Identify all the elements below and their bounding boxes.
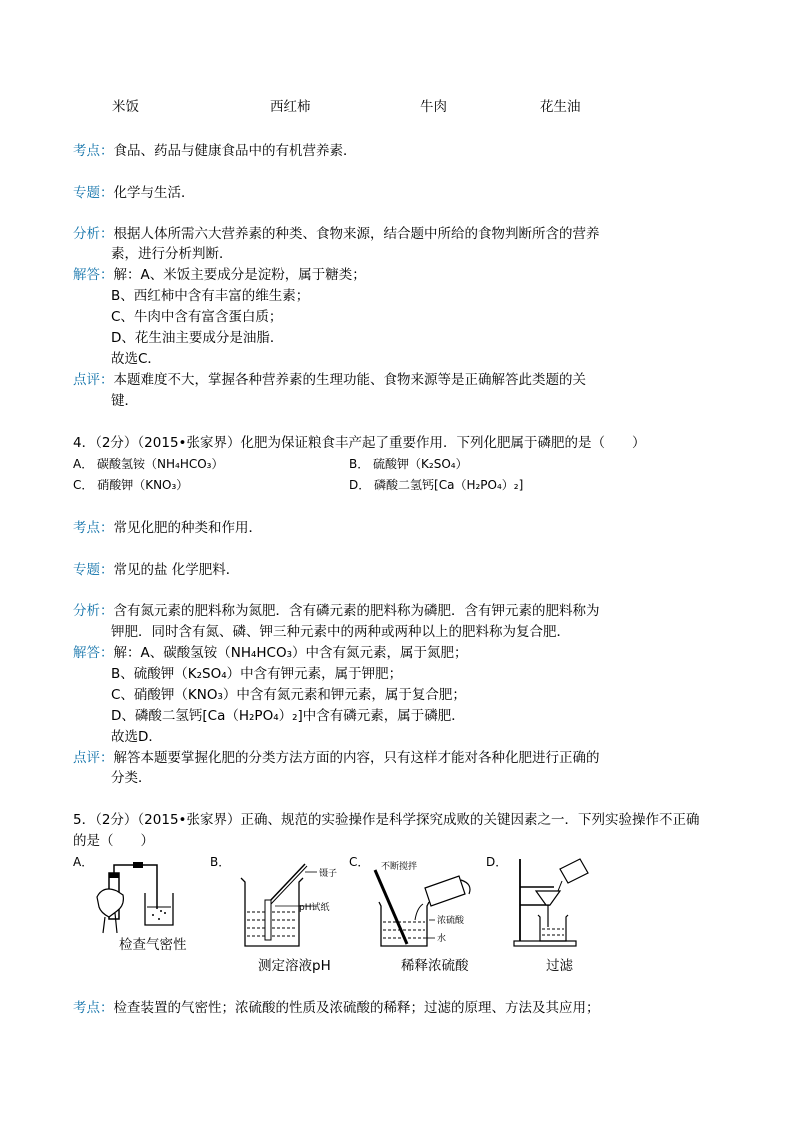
- q3-dianping-line: 键．: [111, 393, 138, 409]
- kaodian-label: 考点：: [73, 1000, 114, 1016]
- q5-option-letter-c: C．: [349, 855, 370, 869]
- jieda-label: 解答：: [73, 645, 114, 661]
- food-label-rice: 米饭: [112, 99, 139, 115]
- q5-stem-line: 的是（ ）: [73, 833, 154, 849]
- q3-dianping-line: 本题难度不大，掌握各种营养素的生理功能、食物来源等是正确解答此类题的关: [113, 372, 586, 388]
- q4-dianping-line: 解答本题要掌握化肥的分类方法方面的内容，只有这样才能对各种化肥进行正确的: [113, 750, 600, 766]
- q4-fenxi-line: 含有氮元素的肥料称为氮肥．含有磷元素的肥料称为磷肥．含有钾元素的肥料称为: [113, 603, 600, 619]
- q3-jieda-line: 故选C．: [111, 351, 161, 367]
- food-label-tomato: 西红柿: [270, 99, 311, 115]
- figure-airtightness: [95, 855, 190, 935]
- q5-option-letter-a: A．: [73, 855, 94, 869]
- q4-jieda-line: 故选D．: [111, 729, 162, 745]
- figure-ph-test: [235, 860, 345, 950]
- q4-option-a: A． 碳酸氢铵（NH₄HCO₃）: [73, 457, 224, 471]
- dianping-label: 点评：: [73, 750, 114, 766]
- kaodian-label: 考点：: [73, 143, 114, 159]
- q3-jieda: [73, 265, 366, 285]
- dianping-label: 点评：: [73, 372, 114, 388]
- zhuanti-label: 专题：: [73, 562, 114, 578]
- q3-dianping: [73, 370, 586, 390]
- q3-kaodian-text: 食品、药品与健康食品中的有机营养素．: [113, 143, 357, 159]
- q4-fenxi-line: 钾肥．同时含有氮、磷、钾三种元素中的两种或两种以上的肥料称为复合肥．: [111, 624, 570, 640]
- label-tweezers: 镊子: [319, 869, 338, 879]
- q3-jieda-line: B、西红柿中含有丰富的维生素；: [111, 288, 310, 304]
- q4-stem: 4．（2分）（2015•张家界）化肥为保证粮食丰产起了重要作用．下列化肥属于磷肥的是（ ）: [73, 435, 646, 451]
- q3-jieda-line: 解：A、米饭主要成分是淀粉，属于糖类；: [113, 267, 366, 283]
- q5-kaodian-text: 检查装置的气密性；浓硫酸的性质及浓硫酸的稀释；过滤的原理、方法及其应用；: [113, 1000, 600, 1016]
- label-ph-paper: pH试纸: [299, 903, 330, 913]
- figure-dilute-acid: [365, 860, 485, 950]
- q4-kaodian-text: 常见化肥的种类和作用．: [113, 520, 262, 536]
- q5-kaodian: [73, 998, 600, 1018]
- q3-fenxi: [73, 224, 600, 244]
- q5-caption-a: 检查气密性: [119, 937, 187, 953]
- kaodian-label: 考点：: [73, 520, 114, 536]
- fenxi-label: 分析：: [73, 603, 114, 619]
- q4-jieda: [73, 643, 468, 663]
- q4-option-d: D． 磷酸二氢钙[Ca（H₂PO₄）₂]: [349, 478, 524, 492]
- q4-zhuanti-text: 常见的盐 化学肥料．: [113, 562, 240, 578]
- figure-filtration: [510, 855, 590, 950]
- q4-jieda-line: D、磷酸二氢钙[Ca（H₂PO₄）₂]中含有磷元素，属于磷肥．: [111, 708, 465, 724]
- q4-jieda-line: C、硝酸钾（KNO₃）中含有氮元素和钾元素，属于复合肥；: [111, 687, 466, 703]
- q5-stem-line: 5．（2分）（2015•张家界）正确、规范的实验操作是科学探究成败的关键因素之一．下列实验操作不正确: [73, 812, 700, 828]
- q5-caption-d: 过滤: [546, 958, 573, 974]
- q3-fenxi-line: 根据人体所需六大营养素的种类、食物来源，结合题中所给的食物判断所含的营养: [113, 226, 600, 242]
- q4-option-c: C． 硝酸钾（KNO₃）: [73, 478, 189, 492]
- q3-fenxi-line: 素，进行分析判断．: [111, 246, 233, 262]
- q5-caption-c: 稀释浓硫酸: [401, 958, 469, 974]
- q4-option-b: B． 硫酸钾（K₂SO₄）: [349, 457, 468, 471]
- q4-jieda-line: 解：A、碳酸氢铵（NH₄HCO₃）中含有氮元素，属于氮肥；: [113, 645, 468, 661]
- q4-jieda-line: B、硫酸钾（K₂SO₄）中含有钾元素，属于钾肥；: [111, 666, 403, 682]
- fenxi-label: 分析：: [73, 226, 114, 242]
- q4-zhuanti: [73, 560, 239, 580]
- q4-dianping: [73, 748, 600, 768]
- jieda-label: 解答：: [73, 267, 114, 283]
- q5-option-letter-b: B．: [210, 855, 231, 869]
- food-label-peanut-oil: 花生油: [540, 99, 581, 115]
- q5-caption-b: 测定溶液pH: [258, 958, 331, 974]
- q3-jieda-line: D、花生油主要成分是油脂．: [111, 330, 284, 346]
- label-stir: 不断搅拌: [381, 862, 418, 872]
- label-water: 水: [437, 934, 447, 944]
- food-label-beef: 牛肉: [420, 99, 447, 115]
- label-conc-acid: 浓硫酸: [437, 916, 465, 926]
- q3-kaodian: [73, 141, 357, 161]
- q3-jieda-line: C、牛肉中含有富含蛋白质；: [111, 309, 283, 325]
- q3-zhuanti: [73, 183, 195, 203]
- zhuanti-label: 专题：: [73, 185, 114, 201]
- q3-zhuanti-text: 化学与生活．: [113, 185, 195, 201]
- q5-option-letter-d: D．: [486, 855, 508, 869]
- q4-dianping-line: 分类．: [111, 770, 152, 786]
- q4-kaodian: [73, 518, 262, 538]
- q4-fenxi: [73, 601, 600, 621]
